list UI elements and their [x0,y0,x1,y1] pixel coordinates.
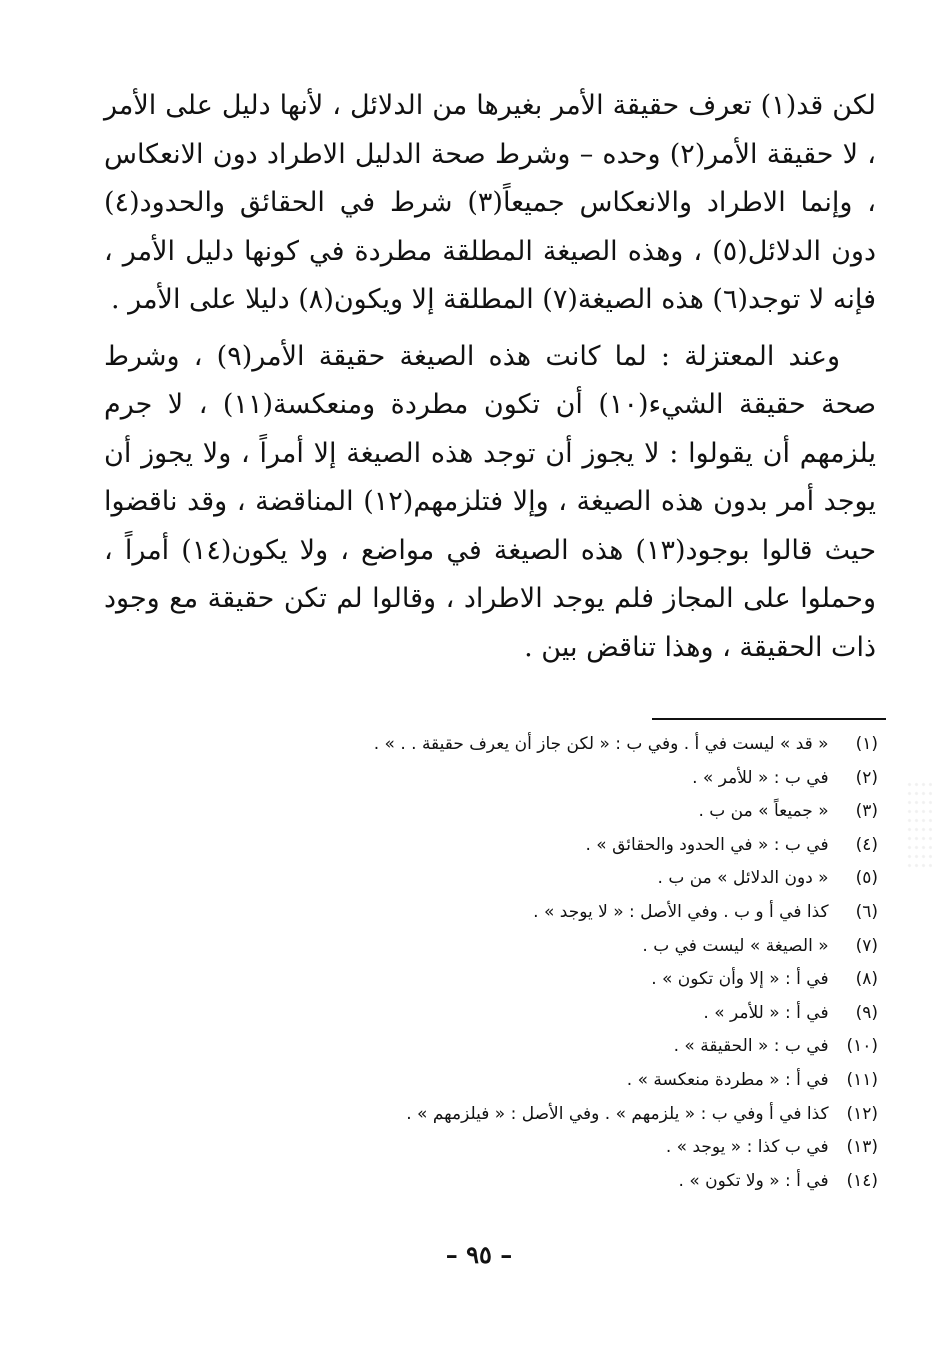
footnote-3 [300,795,878,829]
footnote-number: (٢) [855,767,878,788]
footnote-text: في ب : « في الحدود والحقائق » . [585,834,829,855]
footnote-text: « دون الدلائل » من ب . [657,868,829,889]
footnote-number: (٦) [855,901,878,922]
paragraph-1: لكن قد(١) تعرف حقيقة الأمر بغيرها من الدلائل ، لأنها دليل على الأمر ، لا حقيقة الأمر(٢) وحده – وشرط صحة الدليل الاطراد دون الانعكاس ، وإنما الاطراد والانعكاس جميعاً(٣) شرط في الحقائق والحدود(٤) دون الدلائل(٥) ، وهذه الصيغة المطلقة مطردة في كونها دليل الأمر ، فإنه لا توجد(٦) هذه الصيغة(٧) المطلقة إلا ويكون(٨) دليلا على الأمر . [104,90,876,315]
footnote-number: (٧) [855,935,878,956]
main-text [104,82,876,672]
footnote-text: في ب كذا : « يوجد » . [665,1137,829,1158]
footnote-text: كذا في أ و ب . وفي الأصل : « لا يوجد » . [533,901,829,922]
footnote-text: في أ : « ولا تكون » . [678,1170,829,1191]
footnote-number: (١٣) [846,1137,878,1158]
footnote-11 [300,1064,878,1098]
footnote-text: في أ : « للأمر » . [703,1002,829,1023]
footnote-9 [300,997,878,1031]
footnote-12 [300,1098,878,1132]
footnote-7 [300,930,878,964]
footnote-4 [300,829,878,863]
footnote-number: (٩) [855,1002,878,1023]
footnote-number: (١٠) [846,1036,878,1057]
footnote-8 [300,963,878,997]
paper-speckle [906,780,932,870]
footnote-2 [300,762,878,796]
paragraph-2: وعند المعتزلة : لما كانت هذه الصيغة حقيقة الأمر(٩) ، وشرط صحة حقيقة الشيء(١٠) أن تكون مطردة ومنعكسة(١١) ، لا جرم يلزمهم أن يقولوا : لا يجوز أن توجد هذه الصيغة إلا أمراً ، ولا يجوز أن يوجد أمر بدون هذه الصيغة ، وإلا فتلزمهم(١٢) المناقضة ، وقد ناقضوا حيث قالوا بوجود(١٣) هذه الصيغة في مواضع ، ولا يكون(١٤) أمراً ، وحملوا على المجاز فلم يوجد الاطراد ، وقالوا لم تكن حقيقة مع وجود ذات الحقيقة ، وهذا تناقض بين . [104,340,877,663]
footnote-number: (٣) [855,801,878,822]
footnote-13 [300,1131,878,1165]
footnote-text: كذا في أ وفي ب : « يلزمهم » . وفي الأصل : « فيلزمهم » . [406,1103,829,1124]
footnote-text: « قد » ليست في أ . وفي ب : « لكن جاز أن يعرف حقيقة . . » . [373,734,829,754]
footnote-number: (٥) [855,868,878,889]
footnote-divider [652,718,886,720]
footnotes [300,728,878,1198]
footnote-1 [300,728,878,762]
footnote-text: في أ : « إلا وأن تكون » . [651,969,829,990]
footnote-5 [300,862,878,896]
footnote-number: (١١) [846,1069,878,1090]
footnote-text: « جميعاً » من ب . [698,801,829,822]
footnote-text: في ب : « للأمر » . [692,767,829,788]
footnote-6 [300,896,878,930]
footnote-number: (٨) [855,969,878,990]
footnote-text: في ب : « الحقيقة » . [673,1036,829,1057]
page-number: – ٩٥ – [445,1240,513,1269]
footnote-number: (١٢) [846,1103,878,1124]
footnote-14 [300,1165,878,1199]
footnote-number: (١) [855,734,878,754]
footnote-text: « الصيغة » ليست في ب . [642,935,829,956]
footnote-10 [300,1030,878,1064]
footnote-number: (٤) [855,834,878,855]
footnote-text: في أ : « مطردة منعكسة » . [626,1069,829,1090]
footnote-number: (١٤) [846,1170,878,1191]
